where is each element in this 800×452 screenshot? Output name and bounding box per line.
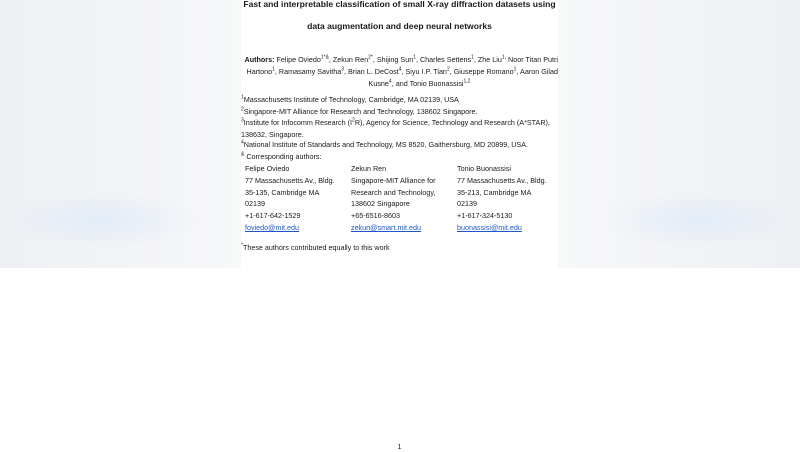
author-name: Shijing Sun [376,55,414,64]
contact-email-link[interactable]: foviedo@mit.edu [245,222,300,232]
author-name: Ramasamy Savitha [278,67,342,76]
author-affiliation-mark: 1, [501,54,507,61]
author-affiliation-mark: 1*& [320,54,329,61]
author-name: Brian L. DeCost [348,67,399,76]
equal-contribution-note [241,242,390,253]
paper-title-line-2: data augmentation and deep neural networks [307,21,492,31]
corresponding-authors-heading [241,151,558,163]
affiliation-text: R), Agency for Science, Technology and Research (A*STAR), [354,118,550,127]
author-name: Giuseppe Romano [453,67,514,76]
contact-address-line: 02139 [457,199,477,209]
contact-address-line: 77 Massachusetts Av., Bldg. [457,175,547,185]
contact-email-link[interactable]: buonassisi@mit.edu [457,222,522,232]
affiliation-text: Singapore-MIT Alliance for Research and Technology, 138602 Singapore. [243,107,478,116]
author-name: Tonio Buonassisi [409,79,464,88]
author-affiliation-mark: 1,2 [463,78,471,85]
authors-label: Authors: [244,55,275,64]
author-name: Charles Settens [419,55,472,64]
contact-address-line: 138602 Singapore [351,199,410,209]
affiliation-text: Massachusetts Institute of Technology, Cambridge, MA 02139, USA [243,95,459,104]
contact-column-oviedo [245,163,335,234]
affiliation-2 [241,106,558,118]
author-name: Felipe Oviedo [276,55,321,64]
affiliation-mark: 2 [241,106,244,113]
contact-address-line: 35-135, Cambridge MA [245,187,320,197]
author-affiliation-mark: 1 [413,54,416,61]
affiliation-4 [241,139,558,151]
author-affiliation-mark: 2* [368,54,373,61]
affiliation-text: Institute for Infocomm Research (I [243,118,353,127]
contact-phone: +1-617-324-5130 [457,211,513,221]
contact-email-link[interactable]: zekun@smart.mit.edu [351,222,422,232]
author-affiliation-mark: 3 [341,66,344,73]
author-affiliation-mark: 4 [398,66,402,73]
author-affiliation-mark: 1 [513,66,517,73]
author-line-3: Kusne$^4$, and Tonio Buonassisi$^{1,2}$ [368,78,471,88]
author-affiliation-mark: 2 [446,66,450,73]
note-mark: * [241,242,243,249]
author-line-1: Authors: Felipe Oviedo$^{1*\&}$, Zekun Ren$^{2*}$, Shijing Sun$^1$, Charles Settens$^1$, Zhe Liu$^{1,}$ Noor Titan Putri [244,54,558,64]
affiliation-text: 138632, Singapore. [241,129,304,139]
author-line-2: Hartono$^1$, Ramasamy Savitha$^3$, Brian L. DeCost$^4$, Siyu I.P. Tian$^2$, Giuseppe Romano$^1$, Aaron Gilad [246,66,558,76]
contact-phone: +1-617-642-1529 [245,211,301,221]
affiliation-mark: 1 [241,94,244,101]
contact-address-line: Singapore-MIT Alliance for [351,175,436,185]
contact-name: Felipe Oviedo [245,164,290,173]
author-name: Siyu I.P. Tian [405,67,447,76]
contact-address-line: 02139 [245,199,265,209]
contact-name: Tonio Buonassisi [457,164,511,173]
background-blur-right [600,190,800,250]
affiliation-mark: 3 [241,117,244,124]
author-name: Zekun Ren [332,55,369,64]
background-blur-left [0,190,200,250]
author-name: Zhe Liu [477,55,502,64]
contact-name: Zekun Ren [351,164,387,173]
page-number: 1 [397,442,402,451]
author-affiliation-mark: 4 [388,78,392,85]
contact-address-line: 35-213, Cambridge MA [457,187,532,197]
paper-title-line-1: Fast and interpretable classification of small X-ray diffraction datasets using [243,0,556,9]
contact-address-line: 77 Massachusetts Av., Bldg. [245,175,335,185]
note-text: These authors contributed equally to this work [242,243,390,252]
author-list [241,54,558,90]
affiliation-text: National Institute of Standards and Technology, MS 8520, Gaithersburg, MD 20899, USA. [243,140,528,149]
affiliation-inline-sup: 2 [352,117,355,124]
author-affiliation-mark: 1 [471,54,474,61]
contact-column-buonassisi [457,163,547,234]
contact-column-ren [351,163,436,234]
author-affiliation-mark: 1 [272,66,275,73]
contact-phone: +65-6516-8603 [351,211,400,221]
corresponding-mark: & [241,151,245,158]
authors-and: and [395,79,408,88]
document-page [241,0,558,450]
affiliation-mark: 4 [241,139,244,146]
affiliation-1 [241,94,558,106]
corresponding-label: Corresponding authors: [246,152,322,161]
contact-address-line: Research and Technology, [351,187,436,197]
affiliation-3 [241,117,558,140]
